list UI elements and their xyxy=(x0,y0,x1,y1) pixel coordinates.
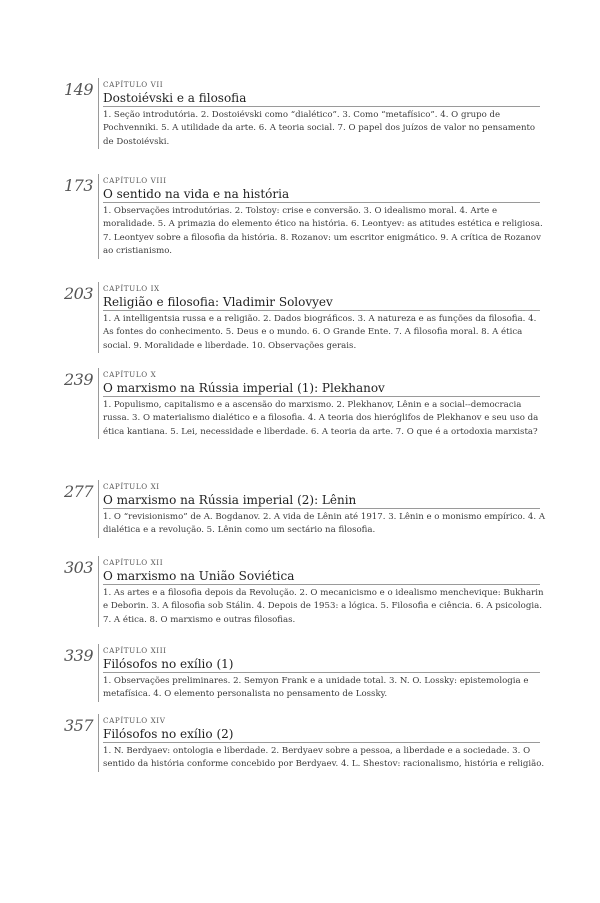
chapter-title: O marxismo na Rússia imperial (1): Plekhanov xyxy=(103,380,540,397)
chapter-description: 1. Populismo, capitalismo e a ascensão do marxismo. 2. Plekhanov, Lênin e a social--democracia russa. 3. O materialismo dialético e a filosofia. 4. A teoria dos hieróglifos de Plekhanov e seu uso da ética kantiana. 5. Lei, necessidade e liberdade. 6. A teoria da arte. 7. O que é a ortodoxia marxista? xyxy=(103,400,539,437)
chapter-label: CAPÍTULO X xyxy=(103,370,157,379)
entry-body xyxy=(98,556,546,627)
toc-entry-chapter-10 xyxy=(62,368,546,480)
entry-body xyxy=(98,368,546,439)
table-of-contents xyxy=(62,78,546,794)
chapter-label: CAPÍTULO XII xyxy=(103,558,164,567)
toc-entry-chapter-13 xyxy=(62,644,546,714)
chapter-title: Filósofos no exílio (1) xyxy=(103,656,540,673)
chapter-label: CAPÍTULO IX xyxy=(103,284,160,293)
chapter-title: Filósofos no exílio (2) xyxy=(103,726,540,743)
chapter-title: Dostoiévski e a filosofia xyxy=(103,90,540,107)
page-number: 173 xyxy=(63,176,93,195)
chapter-label: CAPÍTULO XIII xyxy=(103,646,167,655)
toc-entry-chapter-9 xyxy=(62,282,546,368)
chapter-description: 1. As artes e a filosofia depois da Revolução. 2. O mecanicismo e o idealismo menchevique: Bukharin e Deborin. 3. A filosofia sob Stálin. 4. Depois de 1953: a lógica. 5. Filosofia e ciência. 6. A psicologia. 7. A ética. 8. O marxismo e outras filosofias. xyxy=(103,588,544,625)
page-number: 303 xyxy=(63,558,93,577)
chapter-description: 1. A intelligentsia russa e a religião. 2. Dados biográficos. 3. A natureza e as funções da filosofia. 4. As fontes do conhecimento. 5. Deus e o mundo. 6. O Grande Ente. 7. A filosofia moral. 8. A ética social. 9. Moralidade e liberdade. 10. Observações gerais. xyxy=(103,314,537,351)
page-number: 239 xyxy=(63,370,93,389)
chapter-description: 1. N. Berdyaev: ontologia e liberdade. 2. Berdyaev sobre a pessoa, a liberdade e a sociedade. 3. O sentido da história conforme concebido por Berdyaev. 4. L. Shestov: racionalismo, história e religião. xyxy=(103,746,545,770)
toc-entry-chapter-11 xyxy=(62,480,546,556)
chapter-description: 1. Observações preliminares. 2. Semyon Frank e a unidade total. 3. N. O. Lossky: epistemologia e metafísica. 4. O elemento personalista no pensamento de Lossky. xyxy=(103,676,529,700)
chapter-label: CAPÍTULO VII xyxy=(103,80,164,89)
chapter-label: CAPÍTULO VIII xyxy=(103,176,167,185)
toc-entry-chapter-12 xyxy=(62,556,546,644)
chapter-title: O marxismo na União Soviética xyxy=(103,568,540,585)
entry-body xyxy=(98,644,546,702)
entry-body xyxy=(98,78,546,149)
chapter-title: O marxismo na Rússia imperial (2): Lênin xyxy=(103,492,540,509)
toc-entry-chapter-8 xyxy=(62,174,546,282)
chapter-description: 1. Observações introdutórias. 2. Tolstoy: crise e conversão. 3. O idealismo moral. 4. Arte e moralidade. 5. A primazia do elemento ético na história. 6. Leontyev: as atitudes estética e religiosa. 7. Leontyev sobre a filosofia da história. 8. Rozanov: um escritor enigmático. 9. A crítica de Rozanov ao cristianismo. xyxy=(103,206,543,257)
page-number: 203 xyxy=(63,284,93,303)
toc-entry-chapter-14 xyxy=(62,714,546,794)
chapter-title: Religião e filosofia: Vladimir Solovyev xyxy=(103,294,540,311)
chapter-label: CAPÍTULO XIV xyxy=(103,716,166,725)
toc-entry-chapter-7 xyxy=(62,78,546,174)
entry-body xyxy=(98,282,546,353)
page-number: 149 xyxy=(63,80,93,99)
page-number: 357 xyxy=(63,716,93,735)
entry-body xyxy=(98,174,546,259)
entry-body xyxy=(98,480,546,538)
chapter-title: O sentido na vida e na história xyxy=(103,186,540,203)
entry-body xyxy=(98,714,546,772)
chapter-label: CAPÍTULO XI xyxy=(103,482,160,491)
chapter-description: 1. Seção introdutória. 2. Dostoiévski como “dialético”. 3. Como “metafísico”. 4. O grupo de Pochvenniki. 5. A utilidade da arte. 6. A teoria social. 7. O papel dos juízos de valor no pensamento de Dostoiévski. xyxy=(103,110,536,147)
chapter-description: 1. O “revisionismo” de A. Bogdanov. 2. A vida de Lênin até 1917. 3. Lênin e o monismo empírico. 4. A dialética e a revolução. 5. Lênin como um sectário na filosofia. xyxy=(103,512,546,536)
page-number: 339 xyxy=(63,646,93,665)
page-number: 277 xyxy=(63,482,93,501)
